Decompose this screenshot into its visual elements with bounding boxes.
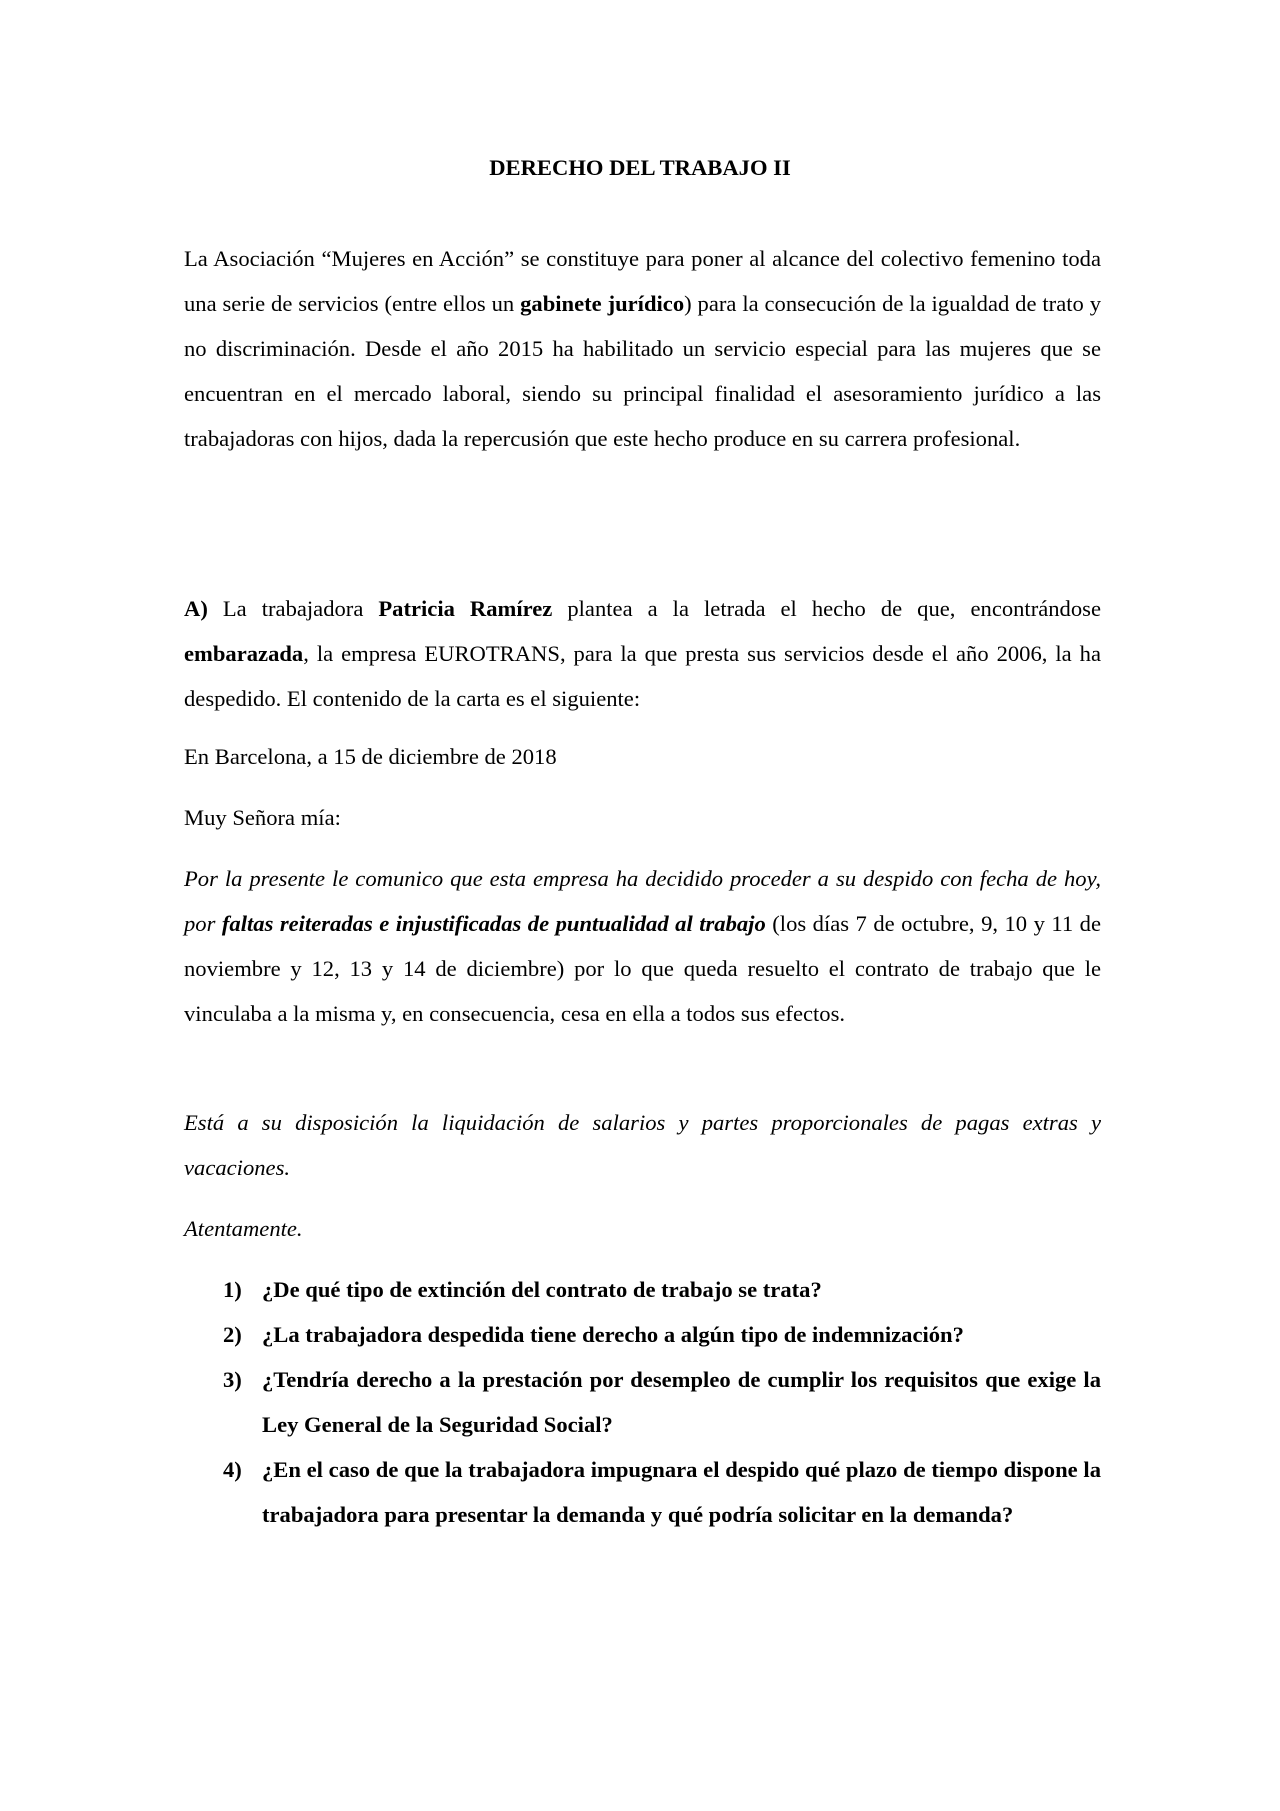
case-a-paragraph bbox=[184, 586, 1101, 721]
letter-body-1-bold: faltas reiteradas e injustificadas de puntualidad al trabajo bbox=[221, 911, 766, 936]
list-item bbox=[223, 1312, 1101, 1357]
question-number: 3) bbox=[223, 1367, 242, 1392]
intro-paragraph bbox=[184, 236, 1101, 461]
letter-body-1-post: (los días 7 de octubre, 9, 10 y 11 de noviembre y 12, 13 y 14 de diciembre) por lo que queda resuelto el contrato de trabajo que le vinculaba a la misma y, en consecuencia, cesa en ella a todos sus efectos. bbox=[184, 911, 1101, 1026]
question-text: ¿La trabajadora despedida tiene derecho a algún tipo de indemnización? bbox=[262, 1322, 964, 1347]
question-number: 2) bbox=[223, 1322, 242, 1347]
intro-text-2: ) para la consecución de la igualdad de trato y no discriminación. Desde el año 2015 ha habilitado un servicio especial para las mujeres que se encuentran en el mercado laboral, siendo su principal finalidad el asesoramiento jurídico a las trabajadoras con hijos, dada la repercusión que este hecho produce en su carrera profesional. bbox=[184, 291, 1101, 451]
case-a-label: A) bbox=[184, 596, 208, 621]
question-number: 4) bbox=[223, 1457, 242, 1482]
letter-place-date: En Barcelona, a 15 de diciembre de 2018 bbox=[184, 744, 557, 769]
letter-body-1-pre: Por la presente le comunico que esta empresa ha decidido proceder a su despido con fecha de hoy, por bbox=[184, 866, 1101, 936]
letter-body-2 bbox=[184, 1100, 1101, 1190]
list-item bbox=[223, 1447, 1101, 1537]
letter-body-2-text: Está a su disposición la liquidación de salarios y partes proporcionales de pagas extras y vacaciones. bbox=[184, 1110, 1101, 1180]
letter-closing: Atentamente. bbox=[184, 1216, 303, 1241]
case-a-text-2: plantea a la letrada el hecho de que, encontrándose bbox=[552, 596, 1101, 621]
letter-salutation: Muy Señora mía: bbox=[184, 805, 341, 830]
list-item bbox=[223, 1357, 1101, 1447]
question-text: ¿De qué tipo de extinción del contrato de trabajo se trata? bbox=[262, 1277, 822, 1302]
case-a-worker-name: Patricia Ramírez bbox=[378, 596, 553, 621]
list-item bbox=[223, 1267, 1101, 1312]
case-a-condition: embarazada bbox=[184, 641, 304, 666]
questions-list bbox=[223, 1267, 1101, 1537]
letter-body-1 bbox=[184, 856, 1101, 1036]
question-text: ¿Tendría derecho a la prestación por desempleo de cumplir los requisitos que exige la Ley General de la Seguridad Social? bbox=[262, 1367, 1101, 1437]
question-number: 1) bbox=[223, 1277, 242, 1302]
case-a-text-1: La trabajadora bbox=[207, 596, 379, 621]
question-text: ¿En el caso de que la trabajadora impugnara el despido qué plazo de tiempo dispone la trabajadora para presentar la demanda y qué podría solicitar en la demanda? bbox=[262, 1457, 1101, 1527]
document-title: DERECHO DEL TRABAJO II bbox=[489, 155, 791, 180]
case-a-text-3: , la empresa EUROTRANS, para la que presta sus servicios desde el año 2006, la ha despedido. El contenido de la carta es el siguiente: bbox=[184, 641, 1101, 711]
intro-text-1: La Asociación “Mujeres en Acción” se constituye para poner al alcance del colectivo femenino toda una serie de servicios (entre ellos un bbox=[184, 246, 1101, 316]
intro-bold-gabinete: gabinete jurídico bbox=[520, 291, 685, 316]
